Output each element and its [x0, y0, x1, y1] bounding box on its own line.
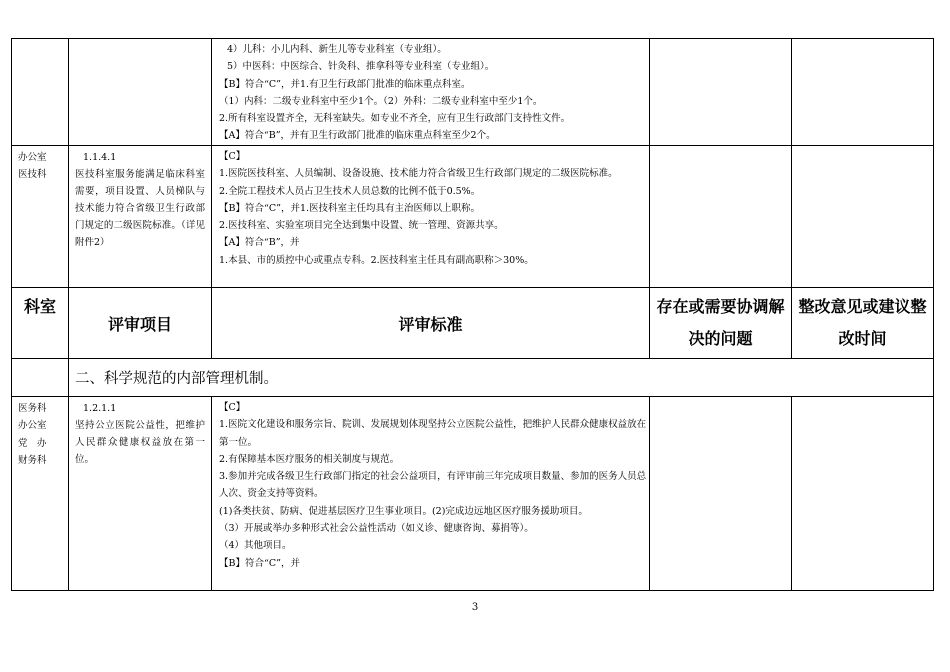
standard-line: 1.医院文化建设和服务宗旨、院训、发展规划体现坚持公立医院公益性，把维护人民群众健康权益放在第一位。 [219, 419, 647, 448]
issues-cell [650, 397, 792, 591]
standard-line: （1）内科：二级专业科室中至少1个。（2）外科：二级专业科室中至少1个。 [219, 95, 543, 107]
standard-line: 【C】 [219, 151, 246, 162]
standard-cell [212, 146, 650, 288]
dept-name: 医技科 [18, 169, 47, 181]
standard-line: 4）儿科：小儿内科、新生儿等专业科室（专业组）。 [227, 44, 447, 55]
item-code: 1.2.1.1 [83, 403, 117, 414]
section-title: 二、科学规范的内部管理机制。 [69, 359, 934, 397]
dept-cell [12, 397, 69, 591]
header-issues: 存在或需要协调解决的问题 [650, 288, 792, 359]
advice-cell [792, 146, 934, 288]
standard-line: 【C】 [219, 402, 246, 413]
standard-line: 1.医院医技科室、人员编制、设备设施、技术能力符合省级卫生行政部门规定的二级医院标准。 [219, 168, 618, 180]
dept-name: 财务科 [18, 454, 47, 466]
standard-line: 2.医技科室、实验室项目完全达到集中设置、统一管理、资源共享。 [219, 220, 504, 232]
item-cell [69, 146, 212, 288]
dept-name: 医务科 [18, 403, 47, 414]
dept-name: 办公室 [18, 420, 47, 432]
table-row [12, 146, 934, 288]
header-item: 评审项目 [69, 288, 212, 359]
standard-line: (1)各类扶贫、防病、促进基层医疗卫生事业项目。(2)完成边远地区医疗服务援助项目。 [219, 505, 588, 517]
table-header-row [12, 288, 934, 359]
standard-line: 1.本县、市的质控中心或重点专科。2.医技科室主任具有副高职称＞30%。 [219, 254, 534, 266]
table-row [12, 397, 934, 591]
header-dept: 科室 [12, 288, 69, 359]
standard-line: 【B】符合“C”，并 [219, 557, 300, 569]
advice-cell [792, 39, 934, 146]
standard-line: 3.参加并完成各级卫生行政部门指定的社会公益项目，有评审前三年完成项目数量、参加的医务人员总人次、资金支持等资料。 [219, 471, 647, 500]
standard-line: 2.全院工程技术人员占卫生技术人员总数的比例不低于0.5%。 [219, 185, 481, 197]
standard-cell [212, 397, 650, 591]
issues-cell [650, 146, 792, 288]
item-cell [69, 397, 212, 591]
standard-cell [212, 39, 650, 146]
standard-line: 【A】符合“B”，并有卫生行政部门批准的临床重点科室至少2个。 [219, 130, 496, 142]
standard-line: （4）其他项目。 [219, 540, 292, 552]
item-cell [69, 39, 212, 146]
standard-line: 5）中医科：中医综合、针灸科、推拿科等专业科室（专业组）。 [227, 61, 495, 73]
header-standard: 评审标准 [212, 288, 650, 359]
dept-cell [12, 39, 69, 146]
issues-cell [650, 39, 792, 146]
advice-cell [792, 397, 934, 591]
review-table [11, 38, 934, 591]
item-text: 坚持公立医院公益性，把维护人民群众健康权益放在第一位。 [75, 420, 205, 465]
page-number: 3 [471, 602, 479, 613]
standard-line: 2.有保障基本医疗服务的相关制度与规范。 [219, 453, 400, 465]
section-row [12, 359, 934, 397]
standard-line: 【B】符合“C”，并1.有卫生行政部门批准的临床重点科室。 [219, 78, 471, 90]
standard-line: 2.所有科室设置齐全，无科室缺失。如专业不齐全，应有卫生行政部门支持性文件。 [219, 113, 571, 125]
dept-cell [12, 146, 69, 288]
standard-line: 【A】符合“B”，并 [219, 237, 300, 249]
standard-line: （3）开展或举办多种形式社会公益性活动（如义诊、健康咨询、募捐等）。 [219, 523, 534, 535]
standard-line: 【B】符合“C”，并1.医技科室主任均具有主治医师以上职称。 [219, 202, 481, 214]
dept-name: 党 办 [18, 437, 47, 449]
header-advice: 整改意见或建议整改时间 [792, 288, 934, 359]
dept-cell [12, 359, 69, 397]
table-row [12, 39, 934, 146]
item-code: 1.1.4.1 [83, 152, 117, 163]
dept-name: 办公室 [18, 152, 47, 163]
item-text: 医技科室服务能满足临床科室需要，项目设置、人员梯队与技术能力符合省级卫生行政部门规定的二级医院标准。（详见附件2） [75, 169, 205, 248]
